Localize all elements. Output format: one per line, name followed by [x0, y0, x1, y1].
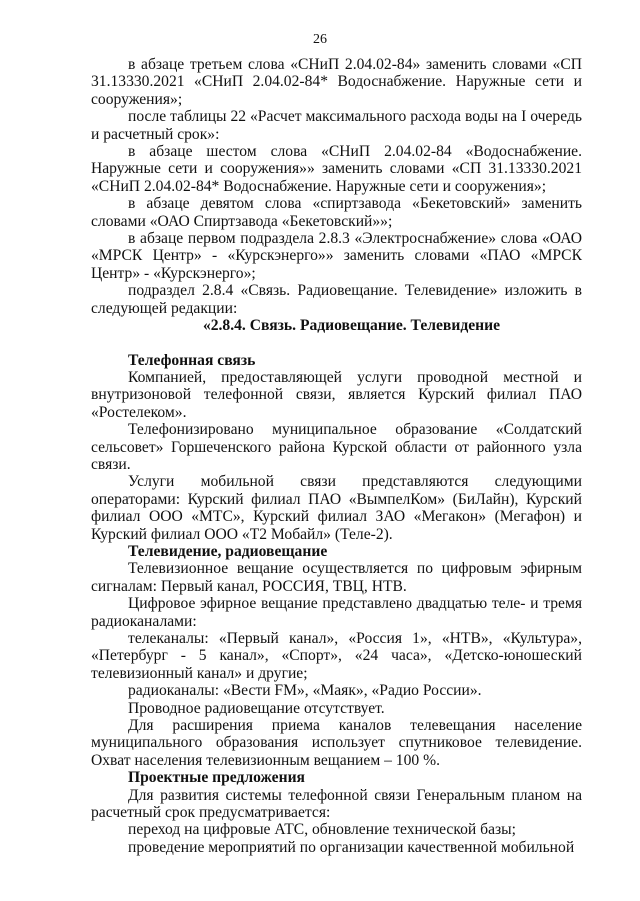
subheading-proposals: Проектные предложения [128, 769, 305, 787]
paragraph: Для расширения приема каналов телевещания население муниципального образования использует спутниковое телевидение. Охват населения телевизионным вещанием – 100 %. [91, 717, 582, 769]
paragraph: подраздел 2.8.4 «Связь. Радиовещание. Телевидение» изложить в следующей редакции: [91, 282, 582, 317]
paragraph: после таблицы 22 «Расчет максимального расхода воды на I очередь и расчетный срок»: [91, 108, 582, 143]
paragraph: радиоканалы: «Вести FM», «Маяк», «Радио России». [128, 682, 482, 700]
section-title: «2.8.4. Связь. Радиовещание. Телевидение [202, 317, 501, 335]
paragraph: Цифровое эфирное вещание представлено двадцатью теле- и тремя радиоканалами: [91, 595, 582, 630]
paragraph: Компанией, предоставляющей услуги проводной местной и внутризоновой телефонной связи, является Курский филиал ПАО «Ростелеком». [91, 368, 582, 421]
paragraph: телеканалы: «Первый канал», «Россия 1», «НТВ», «Культура», «Петербург - 5 канал», «Спорт», «24 часа», «Детско-юношеский телевизионный канал» и другие; [91, 630, 582, 682]
paragraph: Для развития системы телефонной связи Генеральным планом на расчетный срок предусматривается: [91, 786, 582, 822]
blank-line [91, 335, 582, 352]
paragraph: Телевизионное вещание осуществляется по цифровым эфирным сигналам: Первый канал, РОССИЯ, ТВЦ, НТВ. [91, 560, 582, 595]
paragraph: в абзаце первом подраздела 2.8.3 «Электроснабжение» слова «ОАО «МРСК Центр» - «Курскэнерго»» заменить словами «ПАО «МРСК Центр» - «Курскэнерго»; [91, 230, 582, 282]
paragraph: Телефонизировано муниципальное образование «Солдатский сельсовет» Горшеченского района Курской области от районного узла связи. [91, 421, 582, 473]
subheading-tv-radio: Телевидение, радиовещание [128, 542, 328, 560]
subheading-telephone: Телефонная связь [128, 351, 256, 369]
paragraph: в абзаце третьем слова «СНиП 2.04.02-84» заменить словами «СП 31.13330.2021 «СНиП 2.04.02-84* Водоснабжение. Наружные сети и сооружения»; [91, 56, 582, 108]
paragraph: проведение мероприятий по организации качественной мобильной [128, 838, 575, 856]
paragraph: Услуги мобильной связи представляются следующими операторами: Курский филиал ПАО «ВымпелКом» (БиЛайн), Курский филиал ООО «МТС», Курский филиал ЗАО «Мегакон» (Мегафон) и Курский филиал ООО «Т2 Мобайл» (Теле-2). [91, 473, 582, 543]
paragraph: переход на цифровые АТС, обновление технической базы; [128, 821, 516, 839]
paragraph: в абзаце шестом слова «СНиП 2.04.02-84 «Водоснабжение. Наружные сети и сооружения»» заменить словами «СП 31.13330.2021 «СНиП 2.04.02-84* Водоснабжение. Наружные сети и сооружения»; [91, 143, 582, 195]
document-body [91, 56, 582, 856]
page-number: 26 [313, 32, 327, 47]
paragraph: в абзаце девятом слова «спиртзавода «Бекетовский» заменить словами «ОАО Спиртзавода «Бекетовский»»; [91, 195, 582, 230]
paragraph: Проводное радиовещание отсутствует. [128, 699, 385, 717]
